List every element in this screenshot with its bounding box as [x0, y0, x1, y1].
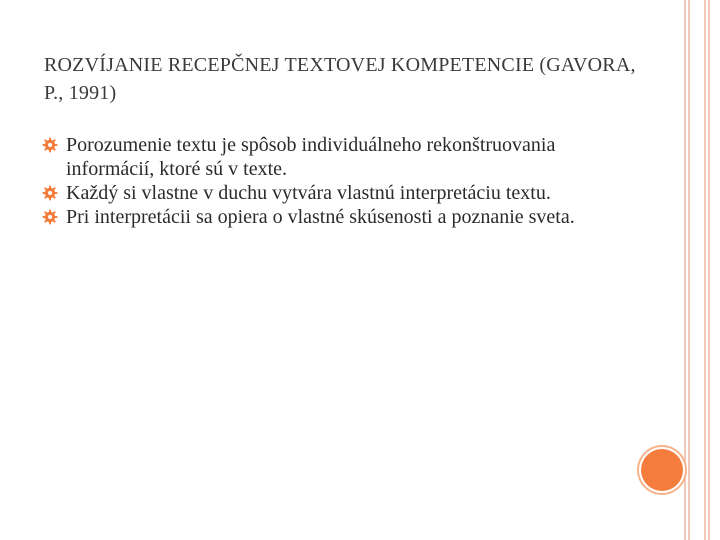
bullet-list — [42, 133, 642, 229]
decorative-rail — [708, 0, 710, 540]
bullet-text: Porozumenie textu je spôsob individuálneho rekonštruovania informácií, ktoré sú v texte. — [66, 134, 556, 180]
bullet-item — [42, 181, 642, 205]
bullet-item — [42, 205, 642, 229]
slide-title: ROZVÍJANIE RECEPČNEJ TEXTOVEJ KOMPETENCIE (GAVORA, P., 1991) — [44, 54, 636, 104]
bullet-item — [42, 133, 642, 181]
gear-icon — [42, 137, 58, 153]
decorative-circle — [641, 449, 683, 491]
gear-icon — [42, 209, 58, 225]
decorative-rail — [688, 0, 690, 540]
decorative-rail — [684, 0, 686, 540]
bullet-text: Pri interpretácii sa opiera o vlastné skúsenosti a poznanie sveta. — [66, 206, 575, 228]
gear-icon — [42, 185, 58, 201]
decorative-rail — [704, 0, 706, 540]
bullet-text: Každý si vlastne v duchu vytvára vlastnú interpretáciu textu. — [66, 182, 551, 204]
